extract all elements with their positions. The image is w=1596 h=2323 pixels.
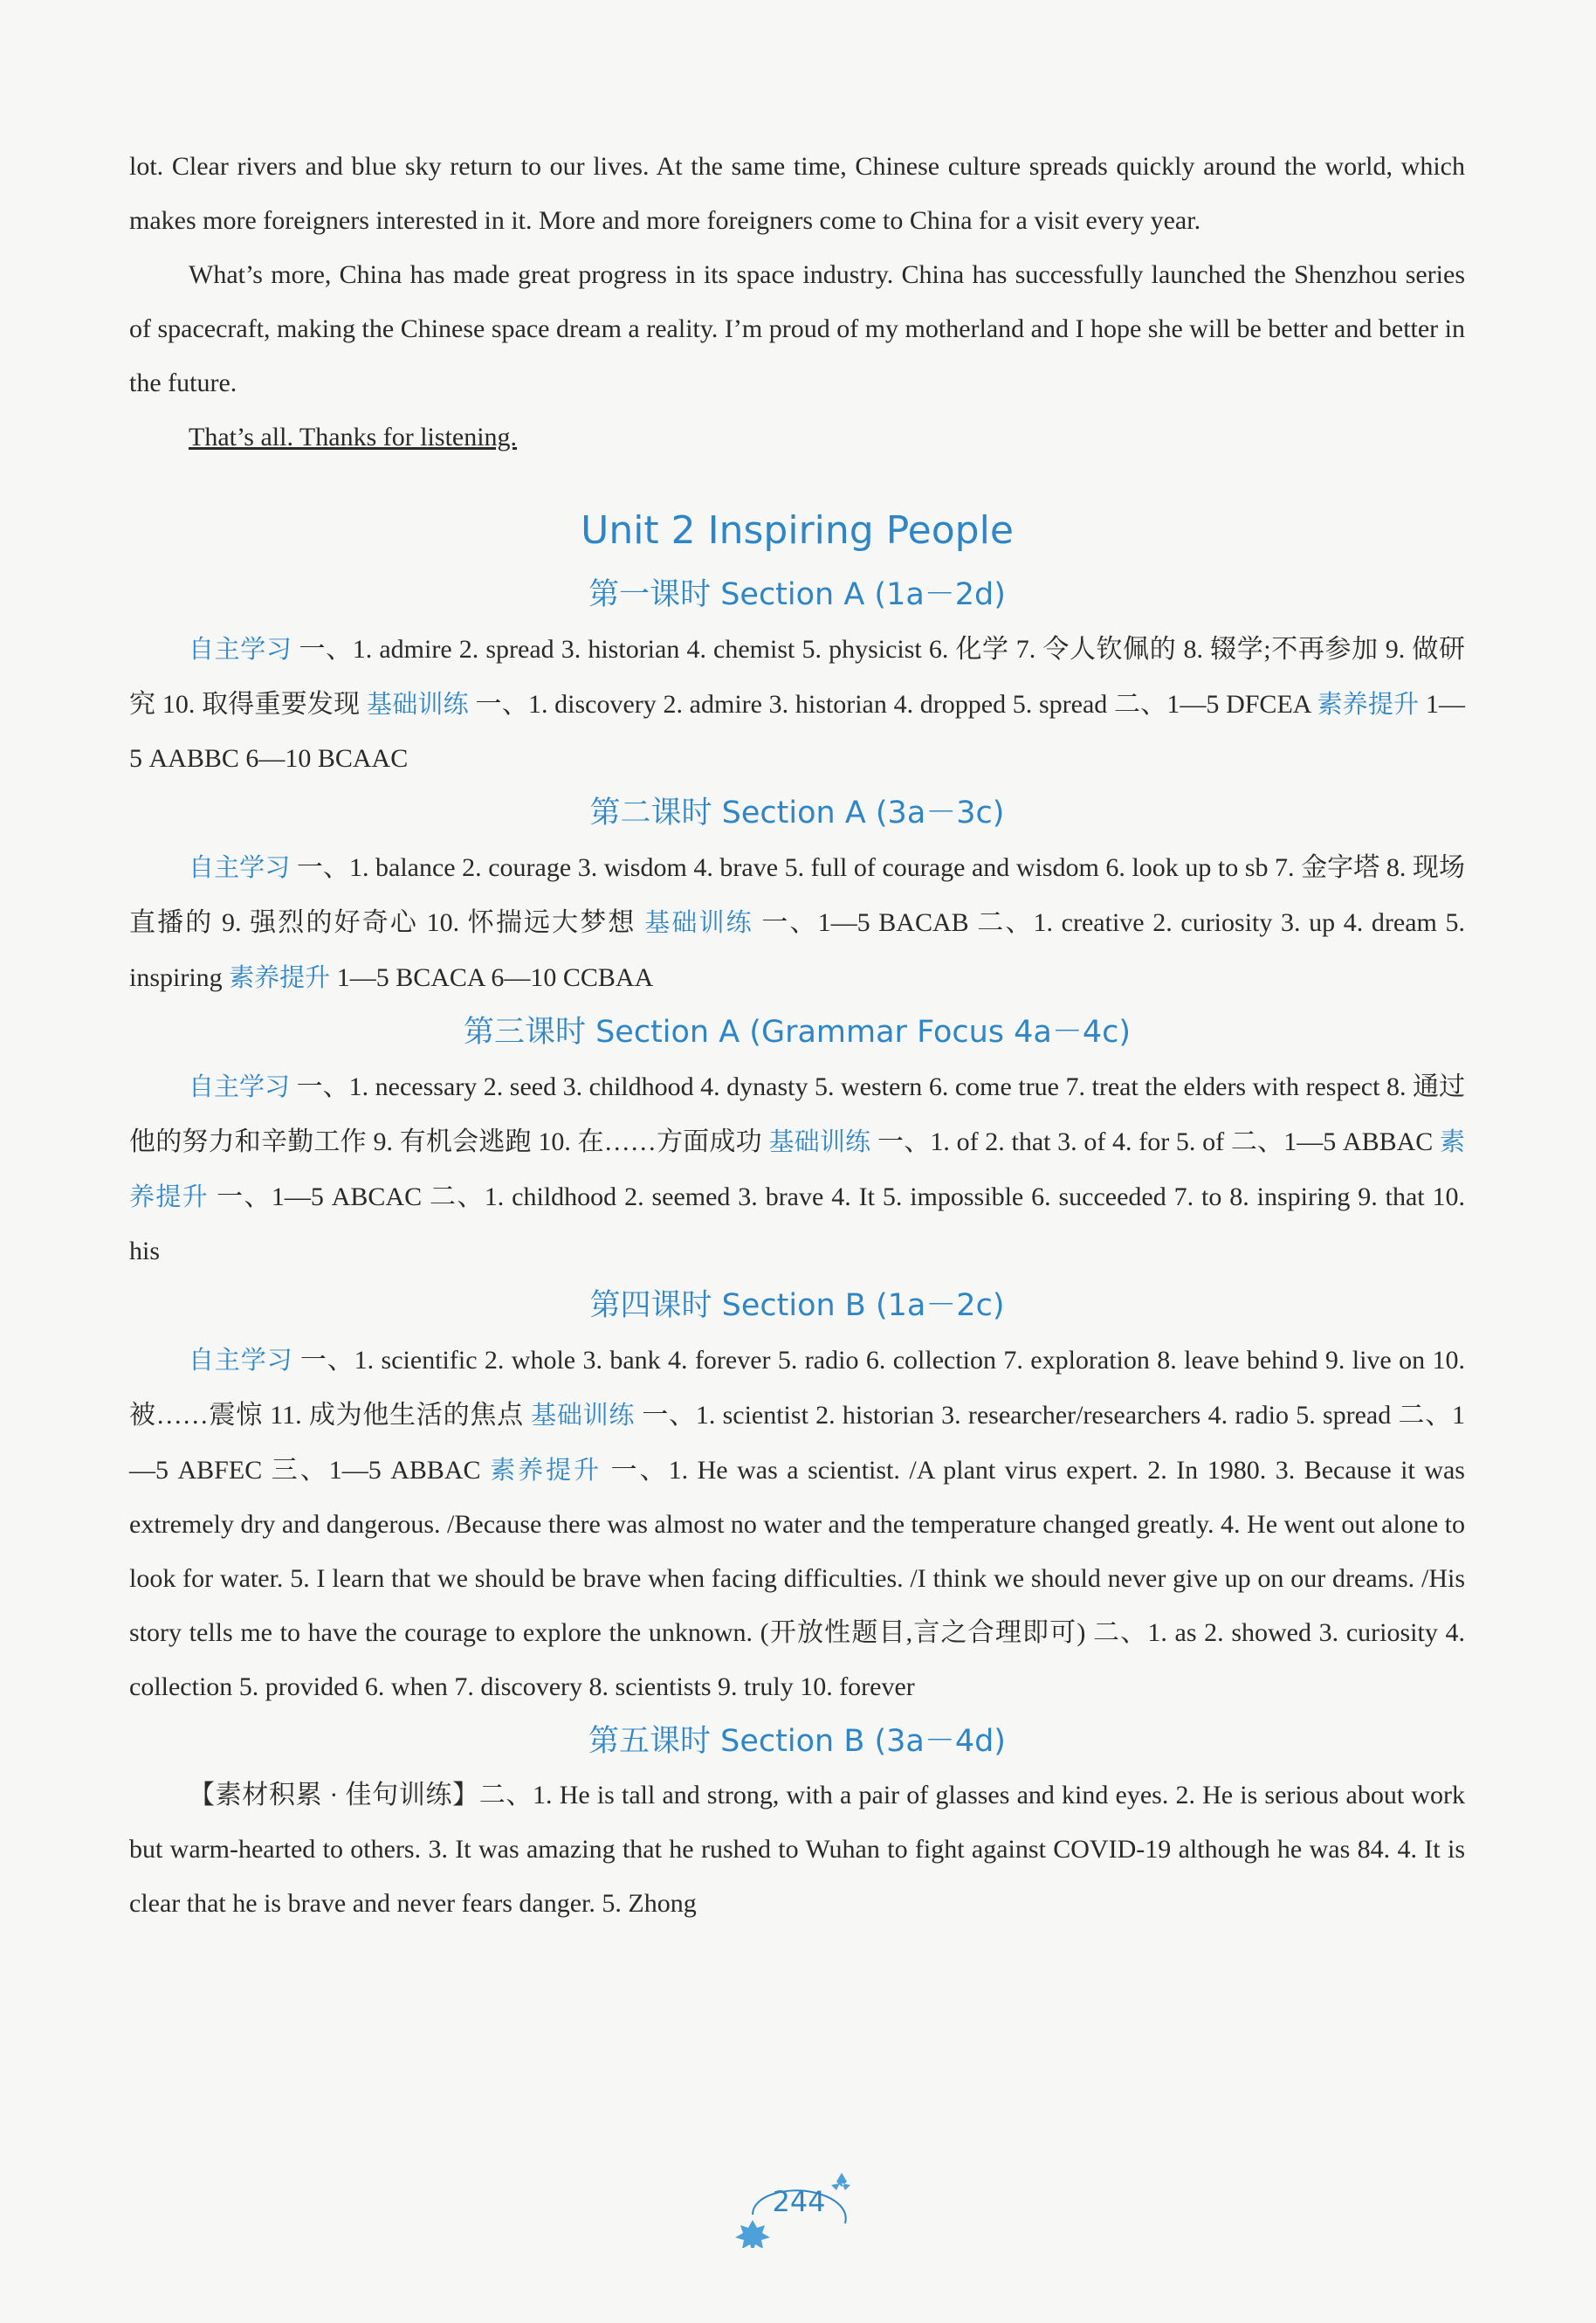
answer-key-content	[129, 140, 1465, 1931]
section-label: 自主学习	[189, 634, 292, 664]
page-footer	[0, 2164, 1596, 2251]
answer-text: 1—5 AABBC 6—10 BCAAC	[129, 690, 1465, 773]
lesson-answers	[129, 1059, 1465, 1279]
answer-text: 一、1. scientist 2. historian 3. researcher/researchers 4. radio 5. spread 二、1—5 ABFEC 三、1—5 ABBAC	[129, 1401, 1465, 1485]
intro-paragraph-1: lot. Clear rivers and blue sky return to our lives. At the same time, Chinese culture spreads quickly around the world, which makes more foreigners interested in it. More and more foreigners come to China for a visit every year.	[129, 152, 1465, 235]
section-label: 自主学习	[189, 1072, 291, 1101]
lesson-heading: 第二课时 Section A (3a－3c)	[589, 796, 1005, 831]
unit-title: Unit 2 Inspiring People	[581, 508, 1014, 553]
answer-text: 一、1. admire 2. spread 3. historian 4. chemist 5. physicist 6. 化学 7. 令人钦佩的 8. 辍学;不再参加 9. 做研究 10. 取得重要发现	[129, 635, 1465, 719]
answer-text: 一、1. discovery 2. admire 3. historian 4. dropped 5. spread 二、1—5 DFCEA	[468, 690, 1317, 719]
answer-text: 一、1. necessary 2. seed 3. childhood 4. dynasty 5. western 6. come true 7. treat the elders with respect 8. 通过他的努力和辛勤工作 9. 有机会逃跑 10. 在……方面成功	[129, 1072, 1465, 1156]
answer-text: 一、1. He was a scientist. /A plant virus expert. 2. In 1980. 3. Because it was extremely dry and dangerous. /Because there was almost no water and the temperature changed greatly. 4. He went out alone to look for water. 5. I learn that we should be brave when facing difficulties. /I think we should never give up on our dreams. /His story tells me to have the courage to explore the unknown. (开放性题目,言之合理即可) 二、1. as 2. showed 3. curiosity 4. collection 5. provided 6. when 7. discovery 8. scientists 9. truly 10. forever	[129, 1456, 1465, 1701]
page-number-badge	[733, 2169, 864, 2248]
answer-text: 一、1. scientific 2. whole 3. bank 4. forever 5. radio 6. collection 7. exploration 8. leave behind 9. live on 10. 被……震惊 11. 成为他生活的焦点	[129, 1346, 1465, 1430]
answer-text: 【素材积累 · 佳句训练】二、1. He is tall and strong, with a pair of glasses and kind eyes. 2. He is serious about work but warm-hearted to others. 3. It was amazing that he rushed to Wuhan to fight against COVID-19 although he was 84. 4. It is clear that he is brave and never fears danger. 5. Zhong	[129, 1781, 1465, 1918]
closing-line	[189, 410, 1465, 465]
lesson-answers	[129, 1333, 1465, 1714]
section-label: 基础训练	[644, 907, 753, 937]
lesson-heading: 第五课时 Section B (3a－4d)	[588, 1724, 1006, 1759]
lesson-heading: 第一课时 Section A (1a－2d)	[588, 577, 1006, 612]
intro-paragraph-2: What’s more, China has made great progress in its space industry. China has successfully launched the Shenzhou series of spacecraft, making the Chinese space dream a reality. I’m proud of my motherland and I hope she will be better and better in the future.	[129, 260, 1465, 397]
section-label: 基础训练	[768, 1127, 871, 1156]
section-label: 素养提升	[490, 1455, 602, 1485]
answer-text: 一、1. of 2. that 3. of 4. for 5. of 二、1—5 ABBAC	[870, 1127, 1440, 1156]
lesson-answers	[129, 622, 1465, 786]
section-label: 基础训练	[531, 1400, 636, 1430]
lesson-heading: 第三课时 Section A (Grammar Focus 4a－4c)	[463, 1015, 1132, 1050]
lesson-heading: 第四课时 Section B (1a－2c)	[589, 1288, 1005, 1323]
section-label: 基础训练	[367, 689, 469, 719]
section-label: 自主学习	[189, 852, 291, 882]
page-number: 244	[772, 2185, 826, 2218]
lesson-answers	[129, 840, 1465, 1005]
answer-text: 一、1—5 ABCAC 二、1. childhood 2. seemed 3. brave 4. It 5. impossible 6. succeeded 7. to 8. inspiring 9. that 10. his	[129, 1182, 1465, 1265]
section-label: 素养提升	[129, 1127, 1465, 1211]
closing-text: That’s all. Thanks for listening.	[189, 423, 518, 452]
lesson-answers	[129, 1768, 1465, 1931]
answer-text: 一、1. balance 2. courage 3. wisdom 4. brave 5. full of courage and wisdom 6. look up to sb 7. 金字塔 8. 现场直播的 9. 强烈的好奇心 10. 怀揣远大梦想	[129, 853, 1465, 937]
section-label: 素养提升	[229, 962, 331, 992]
answer-text: 一、1—5 BACAB 二、1. creative 2. curiosity 3. up 4. dream 5. inspiring	[129, 908, 1465, 992]
section-label: 素养提升	[1317, 689, 1420, 719]
lessons-list	[129, 568, 1465, 1931]
section-label: 自主学习	[189, 1345, 293, 1375]
answer-text: 1—5 BCACA 6—10 CCBAA	[330, 963, 654, 992]
